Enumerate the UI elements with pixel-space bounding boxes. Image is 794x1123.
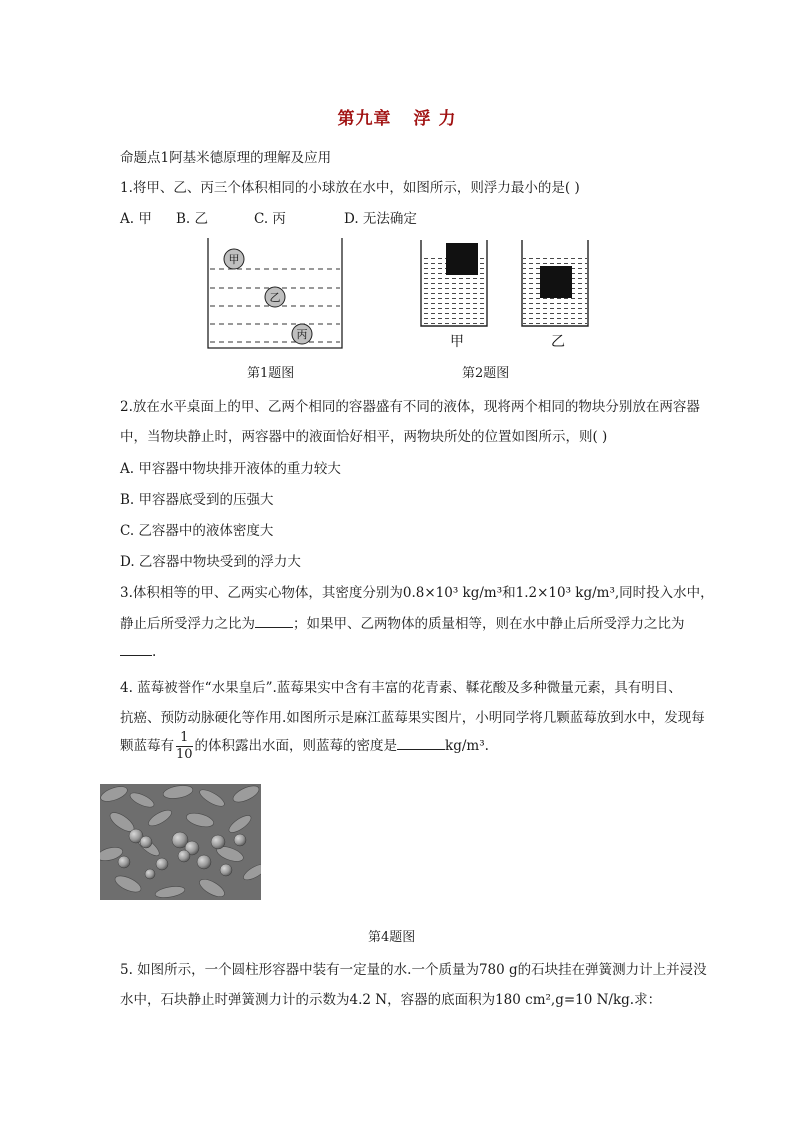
- fraction-denominator: 10: [176, 747, 193, 762]
- q3-line3-period: .: [152, 644, 157, 660]
- container-label-jia: 甲: [450, 334, 464, 350]
- figure-2-containers: [410, 236, 600, 354]
- q4-unit: kg/m³.: [445, 738, 489, 754]
- figure-4-caption: 第4题图: [368, 930, 416, 945]
- q3-answer-blank-1[interactable]: [255, 615, 293, 628]
- q2-option-d: D. 乙容器中物块受到的浮力大: [120, 554, 301, 570]
- q4-answer-blank[interactable]: [397, 737, 445, 750]
- q2-stem-line2: 中，当物块静止时，两容器中的液面恰好相平，两物块所处的位置如图所示，则( ): [120, 429, 608, 445]
- blueberry-photo: [100, 784, 261, 900]
- q2-option-c: C. 乙容器中的液体密度大: [120, 523, 274, 539]
- ball-label-yi: 乙: [269, 291, 281, 304]
- q5-line2: 水中，石块静止时弹簧测力计的示数为4.2 N，容器的底面积为180 cm²,g=10 N/kg.求：: [120, 992, 662, 1008]
- block-in-yi: [540, 266, 572, 298]
- q2-stem-line1: 2.放在水平桌面上的甲、乙两个相同的容器盛有不同的液体，现将两个相同的物块分别放在两容器: [120, 399, 700, 415]
- figure-2-caption: 第2题图: [462, 366, 510, 381]
- q4-line3-middle: 的体积露出水面，则蓝莓的密度是: [194, 738, 398, 754]
- page-title: [0, 104, 794, 129]
- chapter-number: 第九章: [337, 109, 392, 129]
- ball-label-bing: 丙: [296, 328, 308, 341]
- q1-stem: 1.将甲、乙、丙三个体积相同的小球放在水中，如图所示，则浮力最小的是( ): [120, 180, 580, 196]
- block-in-jia: [446, 243, 478, 275]
- q4-line3-start: 颗蓝莓有: [120, 738, 174, 754]
- q1-option-b: B. 乙: [176, 211, 209, 227]
- q4-line1: 4. 蓝莓被誉作“水果皇后”.蓝莓果实中含有丰富的花青素、鞣花酸及多种微量元素，具有明目、: [120, 680, 682, 696]
- q1-option-a: A. 甲: [120, 211, 152, 227]
- chapter-name: 浮 力: [413, 109, 457, 129]
- q3-line3: [120, 643, 156, 660]
- figure-1-balls-in-water: [200, 236, 350, 352]
- fraction-numerator: 1: [176, 730, 193, 747]
- q1-option-d: D. 无法确定: [344, 211, 417, 227]
- q3-answer-blank-2[interactable]: [120, 643, 152, 656]
- fraction-one-tenth: [176, 730, 193, 763]
- q3-line2-end: ；如果甲、乙两物体的质量相等，则在水中静止后所受浮力之比为: [293, 616, 685, 632]
- q4-line3: [120, 730, 489, 763]
- section-heading: 命题点1阿基米德原理的理解及应用: [120, 150, 332, 166]
- q3-line1: 3.体积相等的甲、乙两实心物体，其密度分别为0.8×10³ kg/m³和1.2×10³ kg/m³,同时投入水中，: [120, 585, 714, 601]
- ball-label-jia: 甲: [228, 253, 240, 266]
- q3-line2-start: 静止后所受浮力之比为: [120, 616, 255, 632]
- container-label-yi: 乙: [551, 334, 565, 350]
- q2-option-b: B. 甲容器底受到的压强大: [120, 492, 274, 508]
- q5-line1: 5. 如图所示，一个圆柱形容器中装有一定量的水.一个质量为780 g的石块挂在弹簧测力计上并浸没: [120, 962, 707, 978]
- q2-option-a: A. 甲容器中物块排开液体的重力较大: [120, 461, 341, 477]
- q1-options: [120, 207, 417, 227]
- q3-line2: [120, 612, 685, 632]
- q4-line2: 抗癌、预防动脉硬化等作用.如图所示是麻江蓝莓果实图片，小明同学将几颗蓝莓放到水中，发现每: [120, 710, 705, 726]
- q1-option-c: C. 丙: [254, 211, 286, 227]
- figure-1-caption: 第1题图: [247, 366, 295, 381]
